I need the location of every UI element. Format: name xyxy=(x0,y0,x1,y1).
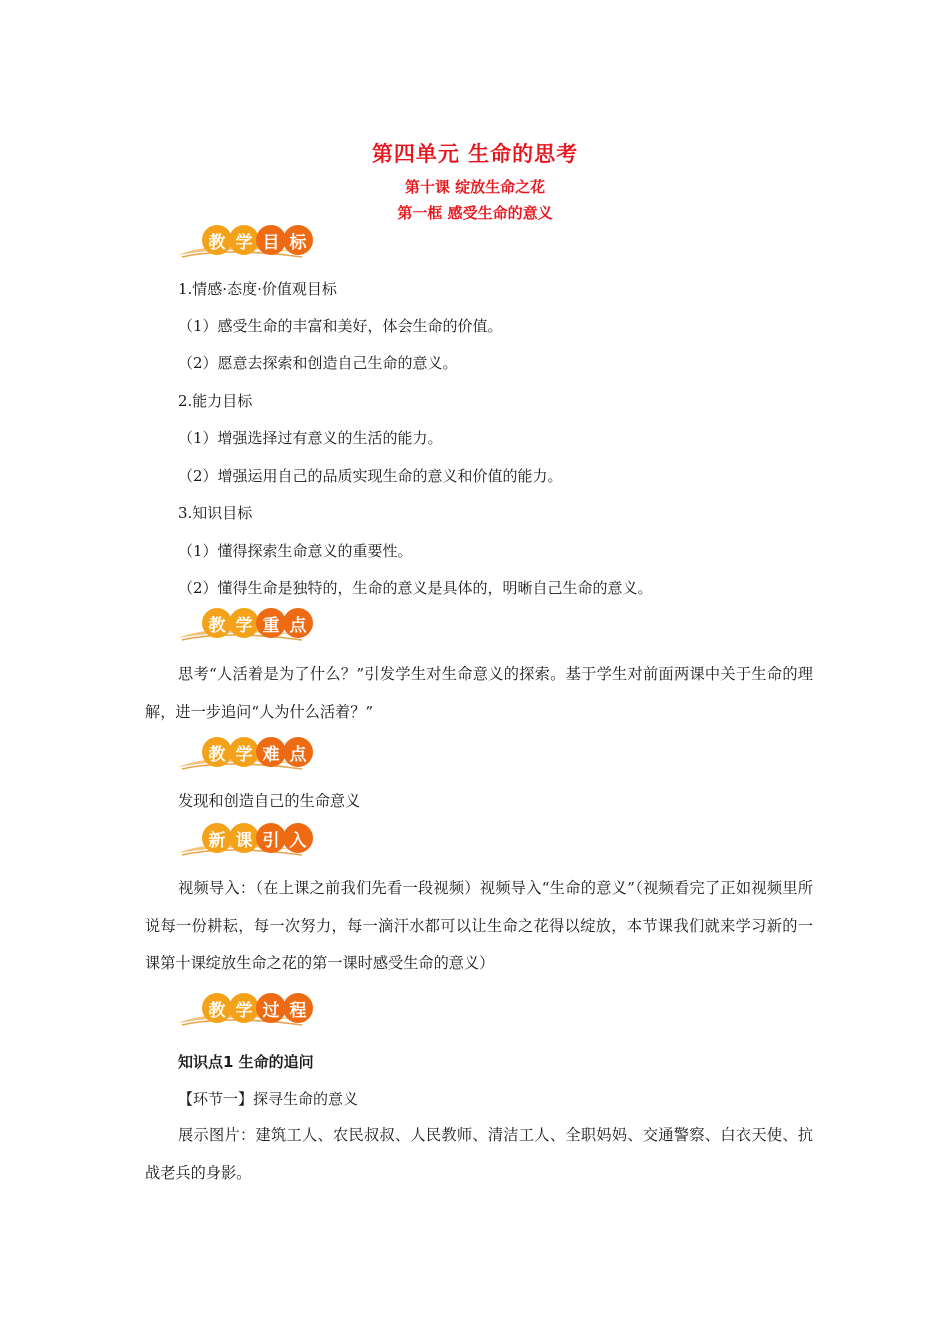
goal-2-item-2: （2）增强运用自己的品质实现生命的意义和价值的能力。 xyxy=(178,467,563,485)
badge-char: 学 xyxy=(229,737,259,767)
badge-char: 教 xyxy=(202,993,232,1023)
badge-char: 入 xyxy=(283,823,313,853)
badge-char: 教 xyxy=(202,608,232,638)
badge-char: 引 xyxy=(256,823,286,853)
badge-char: 学 xyxy=(229,608,259,638)
badge-char: 标 xyxy=(283,225,313,255)
goal-3-title: 3.知识目标 xyxy=(178,504,253,522)
process-badge xyxy=(176,993,306,1027)
badge-char: 重 xyxy=(256,608,286,638)
badge-char: 目 xyxy=(256,225,286,255)
difficulty-text: 发现和创造自己的生命意义 xyxy=(178,792,361,810)
badge-char: 学 xyxy=(229,225,259,255)
goal-3-item-2: （2）懂得生命是独特的，生命的意义是具体的，明晰自己生命的意义。 xyxy=(178,579,653,597)
difficulties-badge xyxy=(176,737,306,771)
badge-char: 难 xyxy=(256,737,286,767)
intro-text: 视频导入：（在上课之前我们先看一段视频）视频导入“生命的意义”（视频看完了正如视频里所说每一份耕耘，每一次努力，每一滴汗水都可以让生命之花得以绽放，本节课我们就来学习新的一课第十课绽放生命之花的第一课时感受生命的意义） xyxy=(145,879,813,972)
badge-char: 教 xyxy=(202,737,232,767)
teaching-goals-badge xyxy=(176,225,306,259)
goal-2-item-1: （1）增强选择过有意义的生活的能力。 xyxy=(178,429,443,447)
lesson-title: 第十课 绽放生命之花 xyxy=(404,178,546,196)
show-text: 展示图片：建筑工人、农民叔叔、人民教师、清洁工人、全职妈妈、交通警察、白衣天使、抗战老兵的身影。 xyxy=(145,1126,813,1182)
badge-char: 点 xyxy=(283,608,313,638)
goal-1-item-1: （1）感受生命的丰富和美好，体会生命的价值。 xyxy=(178,317,503,335)
badge-char: 教 xyxy=(202,225,232,255)
goal-3-item-1: （1）懂得探索生命意义的重要性。 xyxy=(178,542,413,560)
badge-char: 点 xyxy=(283,737,313,767)
goal-1-title: 1.情感·态度·价值观目标 xyxy=(178,280,337,298)
key-points-text: 思考“人活着是为了什么？”引发学生对生命意义的探索。基于学生对前面两课中关于生命的理解，进一步追问“人为什么活着？” xyxy=(145,665,813,721)
goal-1-item-2: （2）愿意去探索和创造自己生命的意义。 xyxy=(178,354,458,372)
key-points-badge xyxy=(176,608,306,642)
intro-badge xyxy=(176,823,306,857)
badge-char: 学 xyxy=(229,993,259,1023)
knowledge-point-heading: 知识点1 生命的追问 xyxy=(178,1053,314,1071)
section-title: 第一框 感受生命的意义 xyxy=(397,204,553,222)
badge-char: 过 xyxy=(256,993,286,1023)
badge-char: 新 xyxy=(202,823,232,853)
goal-2-title: 2.能力目标 xyxy=(178,392,253,410)
badge-char: 程 xyxy=(283,993,313,1023)
unit-title: 第四单元 生命的思考 xyxy=(371,142,579,166)
step-heading: 【环节一】探寻生命的意义 xyxy=(178,1090,359,1108)
badge-char: 课 xyxy=(229,823,259,853)
